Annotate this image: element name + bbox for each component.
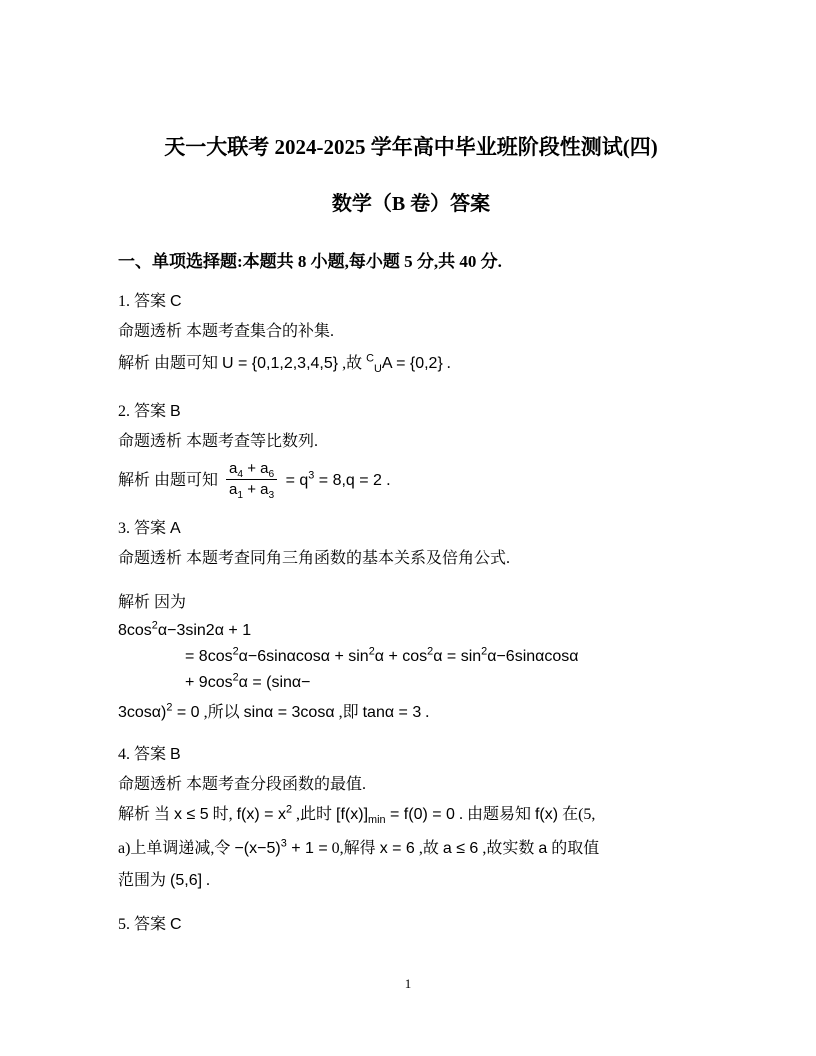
fraction [226,460,277,499]
text-run: sinα = 3cosα [243,704,335,721]
text-run: U = {0,1,2,3,4,5} [222,355,339,372]
text-run: ,故 [338,355,367,372]
text-run: $^C_U$A = {0,2} [366,352,443,376]
text-run: 时, [208,806,237,823]
text-run: 3cosα)$^2$ = 0 [118,701,200,721]
text-run: ,即 [334,704,363,721]
q4-solution-line-1 [118,803,704,827]
fraction-denominator: $a_1 + a_3$ [229,481,275,501]
text-run: $8\cos^2\alpha-3\sin 2\alpha + 1$ [118,619,252,639]
q4-solution-line-2 [118,837,704,861]
text-run: ,故 [414,840,443,857]
q4-answer-line [118,743,704,767]
q2-analysis-line [118,430,704,454]
text-run: . [442,355,451,372]
text-run: ,故实数 [478,840,539,857]
q3-equation-line-1 [118,619,704,643]
q3-solution-intro [118,591,704,615]
text-run: 0,解得 [327,840,380,857]
q1-solution-line [118,352,704,376]
text-run: . [386,472,391,490]
q3-equation-line-3 [185,671,704,695]
text-run: (5,6] [170,872,203,889]
text-run: . [202,872,211,889]
doc-subtitle: 数学（B 卷）答案 [331,193,491,215]
section1-heading: 一、单项选择题:本题共 8 小题,每小题 5 分,共 40 分. [118,252,502,271]
text-run: x ≤ 5 [174,806,209,823]
text-run: 1. 答案 [118,293,171,310]
text-run: + $9\cos^2\alpha = (\sin\alpha-$ [185,671,311,691]
q3-equation-line-2 [185,645,704,669]
text-run: 2. 答案 [118,403,171,420]
q1-analysis-line [118,320,704,344]
q3-analysis-line [118,547,704,571]
text-run: a ≤ 6 [442,840,479,857]
text-run: 命题透析 本题考查分段函数的最值. [118,776,367,793]
text-run: 解析 由题可知 [118,472,223,490]
q3-equation-line-4 [118,701,704,725]
doc-title: 天一大联考 2024-2025 学年高中毕业班阶段性测试(四) [164,135,658,159]
text-run: 解析 由题可知 [118,355,223,372]
text-run: 在(5, [558,806,596,823]
text-run: $[f(x)]_{min} = f(0) = 0$ [336,806,455,827]
text-run: 4. 答案 [118,746,171,763]
text-run: 命题透析 本题考查集合的补集. [118,323,335,340]
text-run: 3. 答案 [118,520,171,537]
text-run: $-(x-5)^3 + 1$ = [234,837,328,857]
text-run: ,此时 [292,806,337,823]
text-run: C [170,293,182,310]
text-run: C [170,916,182,933]
text-run: x = 6 [379,840,415,857]
text-run: B [170,746,181,763]
q5-answer-line [118,913,704,937]
text-run: . [421,704,430,721]
text-run: 5. 答案 [118,916,171,933]
text-run: A [170,520,181,537]
q1-answer-line [118,290,704,314]
text-run: 命题透析 本题考查等比数列. [118,433,319,450]
text-run: a [538,840,548,857]
text-run: B [170,403,181,420]
text-run: ,所以 [199,704,244,721]
text-run: f(x) [534,806,559,823]
text-run: = $q^3 = 8,q = 2$ [281,469,387,490]
text-run: a)上单调递减,令 [118,840,235,857]
q2-solution-line [118,462,704,501]
document-body [118,0,704,937]
text-run: 的取值 [547,840,600,857]
q4-solution-line-3 [118,869,704,893]
text-run: = $8\cos^2\alpha-6\sin\alpha\cos\alpha + \sin^2\alpha + \cos^2\alpha = \sin^2\alpha-6\sin\alpha\cos\alpha$ [185,645,579,665]
text-run: tanα = 3 [362,704,422,721]
q3-answer-line [118,517,704,541]
fraction-numerator: $a_4 + a_6$ [226,460,277,480]
text-run: 解析 因为 [118,594,187,611]
page-number: 1 [404,976,412,991]
q2-answer-line [118,400,704,424]
text-run: 解析 当 [118,806,175,823]
text-run: . 由题易知 [454,806,535,823]
q4-analysis-line [118,773,704,797]
text-run: 范围为 [118,872,171,889]
text-run: $f(x) = x^2$ [236,803,293,823]
text-run: 命题透析 本题考查同角三角函数的基本关系及倍角公式. [118,550,511,567]
